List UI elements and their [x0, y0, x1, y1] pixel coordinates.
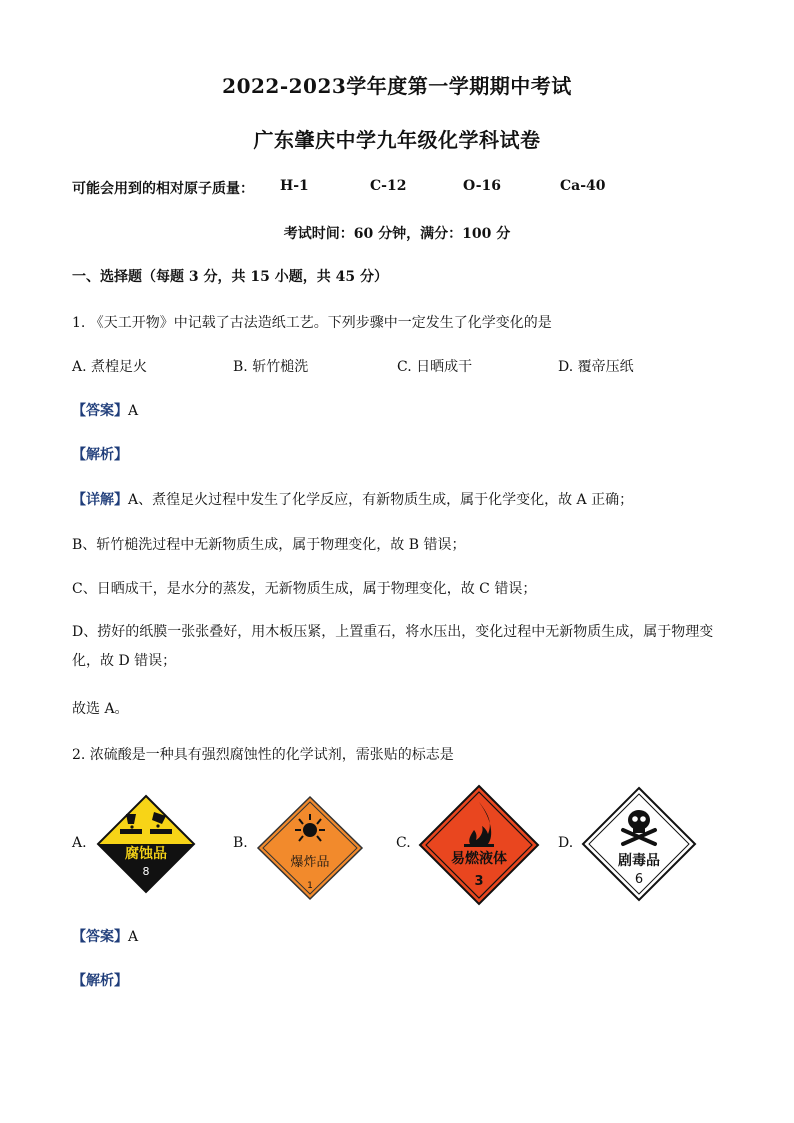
q1-answer — [72, 400, 138, 420]
flammable-number: 3 — [474, 874, 484, 889]
answer-tag: 【答案】 — [72, 929, 128, 945]
detail-a-text: A、煮徨足火过程中发生了化学反应，有新物质生成，属于化学变化，故 A 正确； — [128, 492, 634, 508]
explosive-number: 1 — [307, 881, 313, 891]
q2-option-a-letter: A. — [72, 835, 87, 851]
corrosive-number: 8 — [142, 865, 150, 878]
question-1-stem: 1. 《天工开物》中记载了古法造纸工艺。下列步骤中一定发生了化学变化的是 — [72, 315, 552, 331]
answer-value: A — [128, 403, 139, 419]
toxic-number: 6 — [634, 872, 644, 887]
section-heading: 一、选择题（每题 3 分，共 15 小题，共 45 分） — [72, 269, 388, 285]
mass-h: H-1 — [280, 178, 309, 194]
q2-option-b-letter: B. — [233, 835, 248, 851]
question-2-stem: 2. 浓硫酸是一种具有强烈腐蚀性的化学试剂，需张贴的标志是 — [72, 747, 454, 763]
q1-option-a: A. 煮楻足火 — [72, 359, 148, 375]
exam-subtitle: 广东肇庆中学九年级化学科试卷 — [253, 128, 541, 152]
mass-o: O-16 — [463, 178, 502, 194]
flammable-label: 易燃液体 — [451, 851, 507, 867]
q1-detail-d: D、捞好的纸膜一张张叠好，用木板压紧，上置重石，将水压出，变化过程中无新物质生成，属于物理变化，故 D 错误； — [72, 624, 714, 669]
q2-analysis-tag: 【解析】 — [72, 973, 128, 989]
mass-c: C-12 — [370, 178, 407, 194]
q1-detail-c: C、日晒成干，是水分的蒸发，无新物质生成，属于物理变化，故 C 错误； — [72, 581, 537, 597]
atomic-mass-label: 可能会用到的相对原子质量： — [72, 181, 254, 197]
q2-option-c-letter: C. — [396, 835, 411, 851]
explosive-sign — [255, 794, 365, 902]
flammable-sign — [418, 784, 540, 906]
toxic-label: 剧毒品 — [618, 853, 660, 869]
q1-option-d: D. 覆帝压纸 — [558, 359, 634, 375]
q2-answer — [72, 926, 138, 946]
toxic-sign — [581, 786, 697, 902]
q2-option-d-letter: D. — [558, 835, 574, 851]
exam-title: 2022-2023学年度第一学期期中考试 — [222, 74, 572, 98]
corrosive-label: 腐蚀品 — [125, 846, 167, 862]
mass-ca: Ca-40 — [560, 178, 606, 194]
answer-value: A — [128, 929, 139, 945]
explosive-label: 爆炸品 — [290, 855, 330, 870]
atomic-mass-row — [72, 178, 722, 198]
q1-option-b: B. 斩竹槌洗 — [233, 359, 309, 375]
q1-analysis-tag: 【解析】 — [72, 447, 128, 463]
answer-tag: 【答案】 — [72, 403, 128, 419]
q1-conclusion: 故选 A。 — [72, 701, 129, 717]
q1-detail-a — [72, 489, 633, 509]
q1-detail-b: B、斩竹槌洗过程中无新物质生成，属于物理变化，故 B 错误； — [72, 537, 466, 553]
detail-tag: 【详解】 — [72, 492, 128, 508]
q1-option-c: C. 日晒成干 — [397, 359, 473, 375]
corrosive-sign — [96, 794, 196, 894]
exam-info: 考试时间：60 分钟，满分：100 分 — [283, 226, 511, 242]
